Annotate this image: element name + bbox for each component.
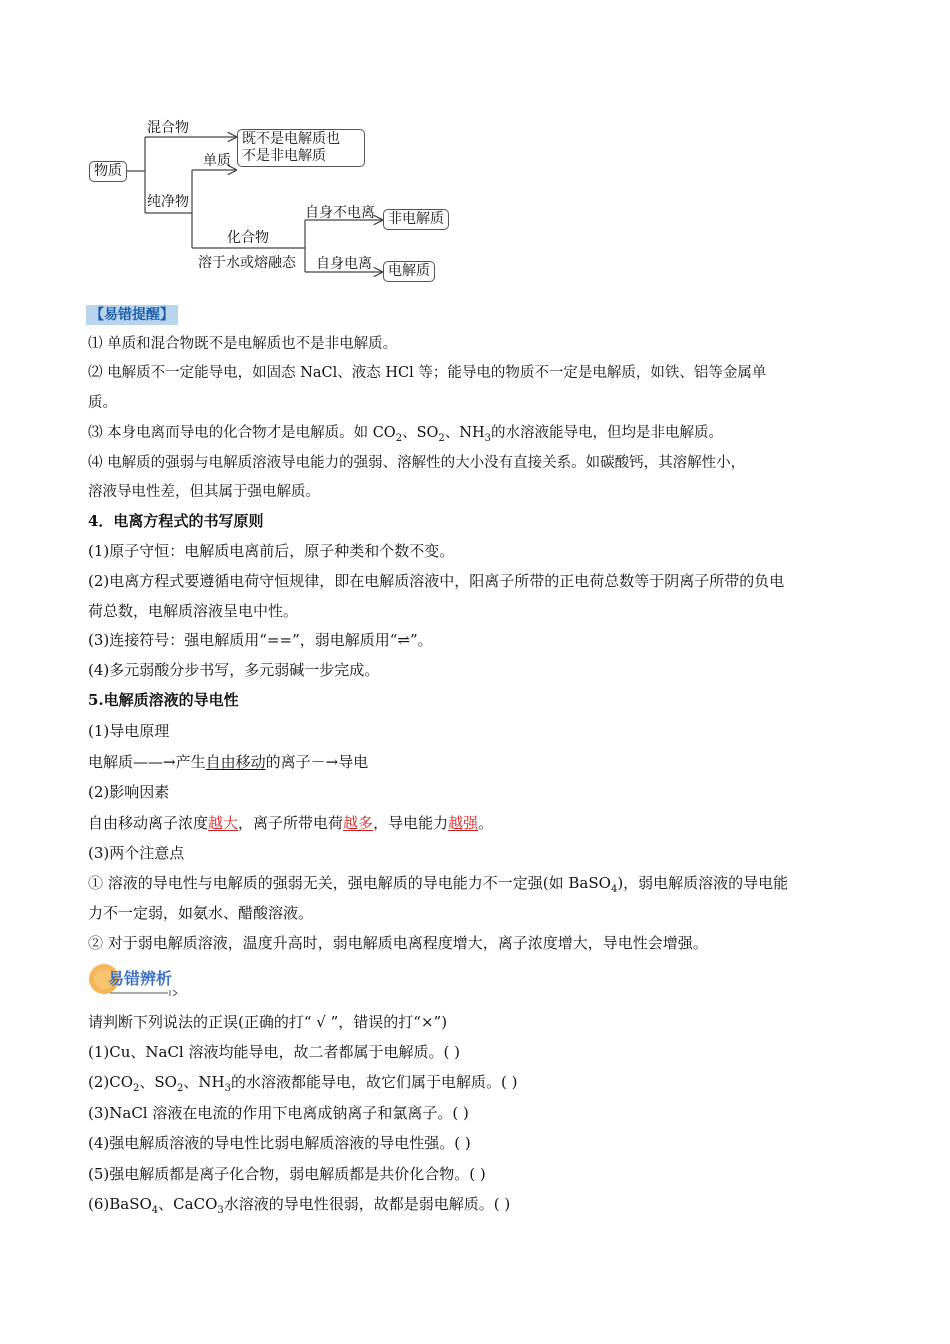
root-box: 物质 bbox=[89, 161, 127, 182]
neither-box bbox=[237, 129, 365, 167]
section5-s2: (2)影响因素 bbox=[88, 783, 170, 801]
ionize-label: 自身电离 bbox=[316, 256, 372, 272]
analysis-intro: 请判断下列说法的正误(正确的打“ √ ”，错误的打“×”) bbox=[88, 1013, 448, 1031]
mixture-label: 混合物 bbox=[147, 120, 189, 136]
neither-line2: 不是非电解质 bbox=[242, 148, 326, 164]
factors-line: 自由移动离子浓度越大，离子所带电荷越多，导电能力越强。 bbox=[88, 814, 494, 832]
diagram-lines bbox=[0, 0, 950, 300]
analysis-badge bbox=[86, 960, 186, 1000]
tip-item-4a: ⑷ 电解质的强弱与电解质溶液导电能力的强弱、溶解性的大小没有直接关系。如碳酸钙，其溶解性小， bbox=[88, 455, 746, 471]
question-3: (3)NaCl 溶液在电流的作用下电离成钠离子和氯离子。( ) bbox=[88, 1104, 469, 1122]
electrolyte-box: 电解质 bbox=[383, 261, 435, 282]
compound-label: 化合物 bbox=[227, 230, 269, 246]
no-ionize-label: 自身不电离 bbox=[305, 205, 375, 221]
section5-s3: (3)两个注意点 bbox=[88, 844, 185, 862]
pure-label: 纯净物 bbox=[147, 194, 189, 210]
conduction-flow: 电解质——→产生自由移动的离子－→导电 bbox=[88, 753, 369, 771]
question-2: $(2)CO_2$、$SO_2$、$NH_3$的水溶液都能导电，故它们属于电解质。( ) bbox=[88, 1073, 518, 1094]
section4-title: 4．电离方程式的书写原则 bbox=[88, 512, 264, 530]
neither-line1: 既不是电解质也 bbox=[242, 131, 340, 147]
question-6: (6)BaSO$_4$、CaCO$_3$水溶液的导电性很弱，故都是弱电解质。( ) bbox=[88, 1195, 511, 1216]
section4-p2b: 荷总数，电解质溶液呈电中性。 bbox=[88, 602, 299, 620]
tip-item-2b: 质。 bbox=[88, 395, 117, 411]
question-1: (1)Cu、NaCl 溶液均能导电，故二者都属于电解质。( ) bbox=[88, 1043, 460, 1061]
tip-item-4b: 溶液导电性差，但其属于强电解质。 bbox=[88, 484, 320, 500]
tip-item-2a: ⑵ 电解质不一定能导电，如固态 NaCl、液态 HCl 等；能导电的物质不一定是电解质，如铁、铝等金属单 bbox=[88, 365, 767, 381]
tip-item-1: ⑴ 单质和混合物既不是电解质也不是非电解质。 bbox=[88, 336, 398, 352]
note-1b: 力不一定弱，如氨水、醋酸溶液。 bbox=[88, 904, 314, 922]
tip-item-3: ⑶ 本身电离而导电的化合物才是电解质。如 $CO_2$、$SO_2$、$NH_3$的水溶液能导电，但均是非电解质。 bbox=[88, 425, 723, 444]
section4-p4: (4)多元弱酸分步书写，多元弱碱一步完成。 bbox=[88, 661, 380, 679]
tip-badge: 【易错提醒】 bbox=[86, 305, 178, 325]
section4-p1: (1)原子守恒：电解质电离前后，原子种类和个数不变。 bbox=[88, 542, 455, 560]
note-2: ② 对于弱电解质溶液，温度升高时，弱电解质电离程度增大，离子浓度增大，导电性会增强。 bbox=[88, 934, 708, 952]
question-5: (5)强电解质都是离子化合物，弱电解质都是共价化合物。( ) bbox=[88, 1165, 486, 1183]
section4-p3: (3)连接符号：强电解质用“==”，弱电解质用“⇌”。 bbox=[88, 631, 433, 649]
note-1a: ① 溶液的导电性与电解质的强弱无关，强电解质的导电能力不一定强(如 BaSO$_4$)，弱电解质溶液的导电能 bbox=[88, 874, 789, 895]
element-label: 单质 bbox=[203, 153, 231, 169]
question-4: (4)强电解质溶液的导电性比弱电解质溶液的导电性强。( ) bbox=[88, 1134, 471, 1152]
section5-title: 5.电解质溶液的导电性 bbox=[88, 691, 239, 709]
condition-label: 溶于水或熔融态 bbox=[198, 255, 296, 271]
section5-s1: (1)导电原理 bbox=[88, 722, 170, 740]
analysis-badge-label: 易错辨析 bbox=[108, 969, 173, 988]
section4-p2a: (2)电离方程式要遵循电荷守恒规律，即在电解质溶液中，阳离子所带的正电荷总数等于阴离子所带的负电 bbox=[88, 572, 785, 590]
non-electrolyte-box: 非电解质 bbox=[383, 209, 449, 230]
